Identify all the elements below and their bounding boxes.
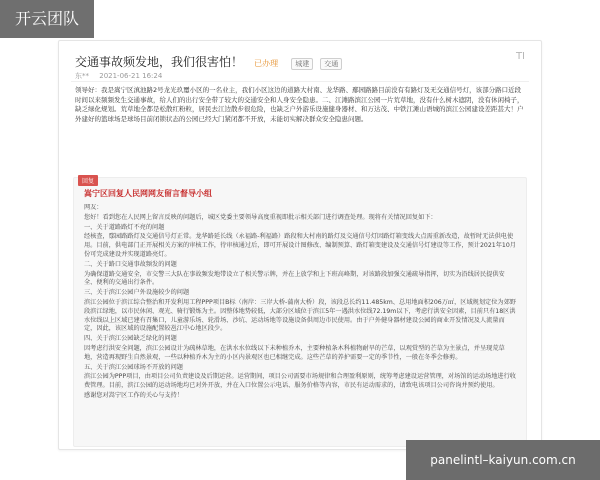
watermark: panelintl–kaiyun.com.cn [406, 440, 600, 480]
reply-title: 嵩宁区回复人民网网友留言督导小组 [84, 189, 212, 198]
divider [71, 81, 529, 82]
post-user: 东** [75, 72, 89, 80]
text-size-icon[interactable]: TI [515, 51, 525, 62]
post-meta [75, 71, 170, 81]
tag-chip[interactable]: 城建 [291, 58, 313, 70]
post-header [75, 51, 527, 70]
reply-paragraph: 因考虑行洪安全问题，滨江公园设计为疏林草地，在洪水水位线以下未种植乔木，主要种植条木科植物耐旱的芒草，以观赏型的芒草为主景点，并呈现荒草地，营造再现野生自然景观，一些以种植乔木为主的小区内景观区也已相继完成。这些芒草的养护需要一定的季节性，一般在冬季会修剪。 [84, 344, 505, 361]
post-title: 交通事故频发地，我们很害怕！ [75, 55, 244, 69]
reply-badge: 回复 [78, 175, 98, 186]
reply-paragraph: 一、关于道路路灯不亮的问题 [84, 223, 165, 231]
reply-paragraph: 经核查，鄢园路路灯及交通信号灯正常。龙华路延长线（永福路-利福路）路段和大村南的路灯及交通信号灯因路灯箱变线大点需重新改造，故暂时无法供电使用。目前，供电部门正开展相关方案的审核工作，待审核通过后，即可开展设计图修改、编制预算、路灯箱变建设及交通信号灯建设等工作，预计2021年10月份可完成建设并实现道路亮灯。 [84, 233, 516, 258]
reply-body [84, 204, 516, 436]
post-date: 2021-06-21 16:24 [99, 72, 163, 80]
complaint-paragraph: 领导好：我是嵩宁区滇池路2号龙光玖璽小区的一名业主，我们小区这边的道路大村南、龙华路、鄢园路路目前没有有路灯及无交通信号灯，该部分路口近段时间以来频频发生交通事故，给人们的出行安全带了较大的交通安全和人身安全隐患。二、江滩路滨江公园一片荒草地，没有什么树木遮阴，没有休闲椅子，缺乏绿化规划。荒草地全都是松散红粉粒，居民去江边散步很危险，也缺乏户外游乐设施健身器材、和万达茂、中铁江滩山语城的滨江公园建设差距甚大！户外建好的篮球场是球场目前闭锁状态的公园已经大门紧闭都不开放，未能切实解决群众安全隐患问题。 [75, 86, 524, 123]
reply-paragraph: 四、关于滨江公园缺乏绿化的问题 [84, 335, 177, 343]
tag-chip[interactable]: 交通 [320, 58, 342, 70]
reply-paragraph: 三、关于滨江公园户外设施较少的问题 [84, 289, 190, 297]
status-text: 已办理 [254, 59, 279, 68]
reply-paragraph: 为确保道路交通安全，市交警三大队在事故频发地带设立了相关警示牌，并在上放学和上下班高峰期，对该路段加强交通疏导指挥，切实为沿线居民提供安全、便利的交通出行条件。 [84, 270, 505, 287]
reply-paragraph: 滨江公园位于滨江综合整治和开发利用工程PPP项目B标（南岸：三岸大桥-蒲南大桥）段，该段总长约11.485km、总用地面积206万㎡，区域规划定位为郊野段滨江绿地，以市民休闲、观光、骑行锻炼为主。因整体地势较低，大部分区域位于滨江5年一遇洪水位线72.19m以下，考虑行洪安全因素，目前只有18区洪水位线以上区域已建有召集口，儿童游乐场、轮滑场、沙坑、运动场地等设施设备供周边市民使用。由于户外健身器材建设公园的商业开发情况及人流量而定，因此，该区域的设施配置较邕江中心地区段少。 [84, 298, 516, 333]
reply-panel [73, 177, 527, 447]
top-badge: 开云团队 [0, 0, 94, 38]
reply-paragraph: 网友： [84, 204, 103, 211]
complaint-card [58, 40, 542, 450]
reply-paragraph: 感谢您对嵩宁区工作的关心与支持！ [84, 391, 183, 399]
reply-paragraph: 二、关于路口交通事故频发的问题 [84, 260, 177, 268]
reply-paragraph: 五、关于滨江公园球场不开放的问题 [84, 363, 183, 371]
complaint-body [75, 86, 525, 166]
reply-paragraph: 您好！看到您在人民网上留言反映的问题后，城区党委主要领导高度重视即批示相关部门进行调查处理。现将有关情况回复如下： [84, 213, 437, 221]
reply-paragraph: 滨江公园为PPP项目，由项目公司负责建设及后期运营。运营期间，项目公司需要市场规律和合理盈利原则，统筹考虑建设运营管理，对场馆的运动场地进行收费管理。目前，滨江公园的运动场地均已对外开放，并在入口位置公示电话、服务价格等内容，市民有运动需求的，请致电该项目公司咨询并预约使用。 [84, 373, 516, 390]
